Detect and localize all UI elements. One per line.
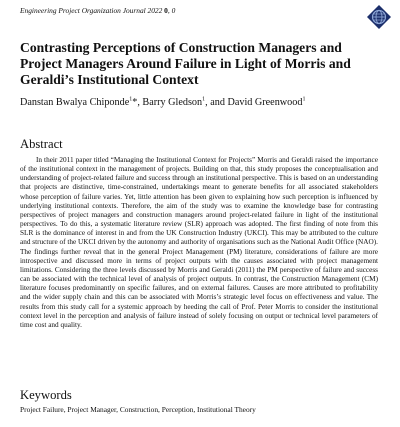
keywords-text: Project Failure, Project Manager, Construction, Perception, Institutional Theory <box>20 405 256 414</box>
author-name: Barry Gledson <box>142 97 203 108</box>
journal-volume: 0 <box>164 6 168 15</box>
author-affiliation: 1 <box>202 96 206 103</box>
journal-header <box>20 6 175 15</box>
abstract-text: In their 2011 paper titled “Managing the Institutional Context for Projects” Morris and Geraldi raised the importance of the institutional context in the management of projects. Building on that, this study proposes the conceptualisation and understanding of project-related failure and success through an institutional perspective. This is based on an understanding that projects are distinctive, time-constrained, undertakings meant to generate benefits for all associated stakeholders whose perception of failure varies. Yet, little attention has been given to explaining how such perception is influenced by underlying institutional contexts. Therefore, the aim of the study was to examine the knowledge base for contrasting perspectives of project managers and construction managers around project-related failure in light of the institutional perspectives. To do this, a systematic literature review (SLR) approach was adopted. The first finding of note from this SLR is the dominance of interest in and from the UK Construction Industry (UKCI). This may be attributed to the culture and structure of the UKCI driven by the autonomy and authority of organisations such as the National Audit Office (NAO). The findings further reveal that in the general Project Management (PM) literature, considerations of failure are more introspective and discussed more in terms of project outputs with the causes associated with project management limitations. Considering the three levels discussed by Morris and Geraldi (2011) the PM perspective of failure and success can be associated with the technical level of analysis of project outputs. In contrast, the Construction Management (CM) literature focuses predominantly on specific failures, and on external failures. Causes are more attributed to profitability and the wider supply chain and this can be associated with Morris’s strategic level focus on effectiveness and value. The results from this study call for a systemic approach by heeding the call of Prof. Peter Morris to consider the institutional context level in the perception and analysis of failure instead of solely focusing on output or technical level parameters of time cost and quality. <box>20 156 378 329</box>
corresponding-author-mark: * <box>132 97 138 108</box>
journal-name: Engineering Project Organization Journal 2022 <box>20 6 165 15</box>
abstract-heading: Abstract <box>20 137 63 151</box>
author-affiliation: 1 <box>302 96 306 103</box>
author-list <box>20 97 305 109</box>
author-affiliation: 1 <box>129 96 133 103</box>
paper-title: Contrasting Perceptions of Construction Managers and Project Managers Around Failure in Light of Morris and Geraldi’s Institutional Context <box>20 40 351 87</box>
journal-issue: 0 <box>171 6 176 15</box>
author-separator: , and <box>205 97 228 108</box>
journal-separator: , <box>167 6 172 15</box>
author-name: David Greenwood <box>227 97 303 108</box>
author-name: Danstan Bwalya Chiponde <box>20 97 130 108</box>
journal-globe-logo-icon <box>366 4 392 30</box>
author-separator: , <box>137 97 143 108</box>
keywords-heading: Keywords <box>20 388 72 402</box>
